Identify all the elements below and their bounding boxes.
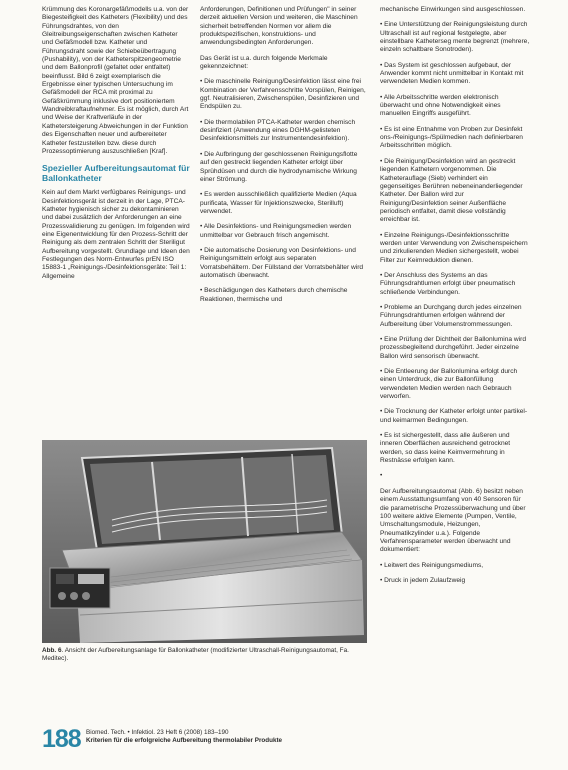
bullet-item: • Die automatische Dosierung von Desinfektions- und Reinigungsmitteln erfolgt aus separaten Vorratsbehältern. Der Füllstand der Vorratsbehälter wird automatisch überwacht. (200, 247, 368, 280)
text-column-right (380, 6, 530, 706)
running-title: Kriterien für die erfolgreiche Aufbereitung thermolabiler Produkte (86, 737, 283, 744)
bullet-item: • Der Anschluss des Systems an das Führungsdrahtlumen erfolgt über pneumatisch schließende Verbindungen. (380, 272, 530, 297)
body-paragraph: Das Gerät ist u.a. durch folgende Merkmale gekennzeichnet: (200, 54, 328, 71)
bullet-item: • Die Reinigung/Desinfektion wird an gestreckt liegenden Kathetern vorgenommen. Die Katheterauflage (Sieb) verhindert ein gegenseitiges Berühren nebeneinanderliegender Katheter. Der Ballon wird zur Reinigung/Desinfektion seiner Außenfläche periodisch entfaltet, damit diese vollständig erreichbar ist. (380, 158, 530, 225)
bullet-item: • Die Aufbringung der geschlossenen Reinigungsflotte auf den gestreckt liegenden Katheter erfolgt über Sprühdüsen und durch die hydrodynamische Wirkung einer Strömung. (200, 151, 368, 184)
bullet-item: • Beschädigungen des Katheters durch chemische Reaktionen, thermische und (200, 287, 368, 304)
text-column-middle (200, 6, 368, 438)
bullet-item: • Einzelne Reinigungs-/Desinfektionsschritte werden unter Verwendung von Zwischenspeichern und zirkulierenden Medien sichergestellt, wobei Filter zur Keimreduktion dienen. (380, 232, 530, 265)
page-footer (42, 725, 522, 753)
bullet-item: • Alle Arbeitsschritte werden elektronisch überwacht und ohne Notwendigkeit eines manuellen Eingriffs ausgeführt. (380, 94, 530, 119)
bullet-item: • Es ist eine Entnahme von Proben zur Desinfekt ons-/Reinigungs-/Spülmedien nach definierbaren Arbeitsschritten möglich. (380, 126, 530, 151)
bullet-item: • Das System ist geschlossen aufgebaut, der Anwender kommt nicht unmittelbar in Kontakt mit verwendeten Medien kommen. (380, 62, 530, 87)
bullet-item: • Es ist sichergestellt, dass alle äußeren und inneren Oberflächen ausreichend getrocknet werden, so dass keine Keimvermehrung in Restnässe erfolgen kann. (380, 432, 530, 465)
bullet-item: • Eine Prüfung der Dichtheit der Ballonlumina wird prozessbegleitend durchgeführt. Jeder einzelne Ballon wird sensorisch überwacht. (380, 336, 530, 361)
figure-caption (42, 647, 367, 663)
bullet-item: • Druck in jedem Zulaufzweig (380, 577, 530, 585)
section-heading: Spezieller Aufbereitungsautomat für Ballonkatheter (42, 163, 190, 184)
bullet-item: • Alle Desinfektions- und Reinigungsmedien werden unmittelbar vor Gebrauch frisch angemischt. (200, 223, 368, 240)
machine-photo (42, 440, 367, 643)
body-paragraph: Der Aufbereitungsautomat (Abb. 6) besitzt neben einem Ausstattungsumfang von 40 Sensoren für die parametrische Prozessüberwachung und über 100 weitere aktive Elemente (Pumpen, Ventile, Umschaltungsmodule, Heizungen, Pneumatikzylinder u.a.). Folgende Verfahrensparameter werden überwacht und dokumentiert: (380, 487, 526, 554)
body-paragraph: Kein auf dem Markt verfügbares Reinigungs- und Desinfektionsgerät ist derzeit in der Lage, PTCA-Katheter hygienisch sicher zu dekontaminieren und dabei zusätzlich der Anforderungen an eine Prozessvalidierung zu genügen. Im folgenden wird eine Eigenentwicklung für den Prozess-Schritt der Reinigung als dem zentralen Schritt der Steriligut Aufbereitung vorgestellt. Grundlage und Ideen den Festlegungen des Norm-Entwurfes prEN ISO 15883-1 „Reinigungs-/Desinfektionsgeräte: Teil 1: Allgemeine (42, 189, 190, 280)
bullet-item (380, 472, 530, 480)
bullet-item: • Die maschinelle Reinigung/Desinfektion lässt eine frei Kombination der Verfahrensschritte Vorspülen, Reinigen, ggf. Neutralisieren, Zwischenspülen, Desinfizieren und Endspülen zu. (200, 78, 368, 111)
bullet-item: • Probleme an Durchgang durch jedes einzelnen Führungsdrahtlumen erfolgen während der Aufbereitung über Volumenstrommessungen. (380, 304, 530, 329)
bullet-item: • Leitwert des Reinigungsmediums, (380, 562, 530, 570)
bullet-item: • Die thermolabilen PTCA-Katheter werden chemisch desinfiziert (Anwendung eines DGHM-gelisteten Desinfektionsmittels zur Instrumentendesinfektion). (200, 119, 368, 144)
bullet-item: • Eine Unterstützung der Reinigungsleistung durch Ultraschall ist auf regional festgelegte, aber einstellbare Katheterseg mente begrenzt (mehrere, einzeln schaltbare Sonotroden). (380, 21, 530, 54)
text-column-left (42, 6, 190, 438)
body-paragraph: Krümmung des Koronargefäßmodells u.a. von der Biegesteifigkeit des Katheters (Flexibility) und des Führungsdrahtes, von den Gleitreibungseigenschaften zwischen Katheter und Gefäßmodell bzw. Katheter und Führungsdraht sowie der Schiebeübertragung (Pushability), von der Katheterspitzengeometrie und dem Ballonprofil (gefaltet oder entfaltet) beeinflusst. Bild 6 zeigt exemplarisch die Ergebnisse einer typischen Untersuchung im Gefäßmodell der RCA mit proximal zu Gefäßkrümmung inklusive dort positioniertem Wandreibkraftaufnehmer. Es ist möglich, durch Art und Weise der Kraftverläufe in der Kathetersteigerung Abweichungen in der Funktion des Eigenschaften neuer und aufbereiteter Katheter festzustellen bzw. diese durch Prozessoptimierung auszuschließen [Kraf]. (42, 6, 189, 155)
caption-text: . Ansicht der Aufbereitungsanlage für Ballonkatheter (modifizierter Ultraschall-Reinigungsautomat, Fa. Meditec). (42, 647, 349, 662)
bullet-item: • Die Entleerung der Ballonlumina erfolgt durch einen Unterdruck, die zur Ballonfüllung verwendeten Medien werden nach Gebrauch verworfen. (380, 368, 530, 401)
bullet-item: • Die Trocknung der Katheter erfolgt unter partikel- und keimarmen Bedingungen. (380, 408, 530, 425)
caption-label: Abb. 6 (42, 647, 62, 654)
journal-citation: Biomed. Tech. • Infektiol. 23 Heft 6 (2008) 183–190 (86, 729, 229, 736)
page-number: 188 (42, 725, 81, 753)
body-paragraph: mechanische Einwirkungen sind ausgeschlossen. (380, 6, 526, 13)
bullet-item: • Es werden ausschließlich qualifizierte Medien (Aqua purificata, Wasser für Injektionszwecke, Sterilluft) verwendet. (200, 191, 368, 216)
body-paragraph: Anforderungen, Definitionen und Prüfungen" in seiner derzeit aktuellen Version und weiteren, die Maschinen sicherheit betreffenden Normen vor allem die produktspezifischen, konstruktions- und anwendungsbedingten Anforderungen. (200, 6, 358, 47)
